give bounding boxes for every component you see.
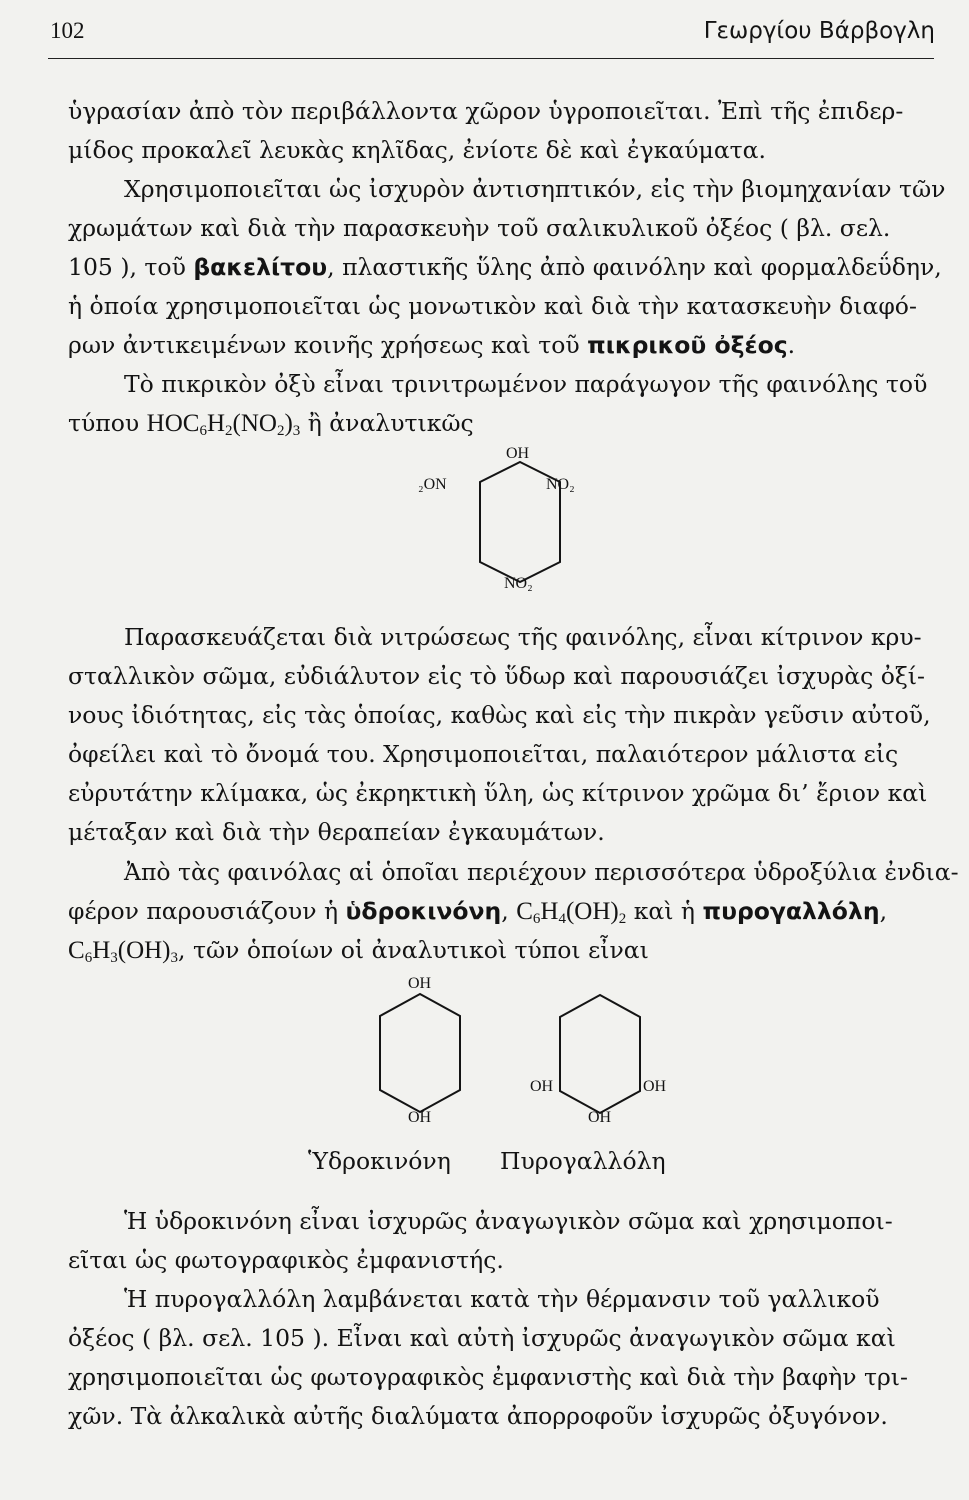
text-span: φέρον παρουσιάζουν ἡ [68,897,346,925]
text-line: νους ἰδιότητας, εἰς τὰς ὁποίας, καθὼς καὶ εἰς τὴν πικρὰν γεῦσιν αὐτοῦ, [68,701,931,729]
benzene-ring [380,994,460,1112]
text-span: ἢ ἀναλυτικῶς [300,409,474,437]
text-span: τύπου [68,409,147,437]
picric-acid-structure [400,440,640,600]
paragraph-5 [68,853,959,970]
text-line [68,248,942,287]
page-header [50,18,935,58]
bold-term-bakelite: βακελίτου [193,253,328,281]
oh-label: OH [506,445,530,462]
nitro-bottom-label: NO₂ [504,575,533,592]
text-line [68,326,938,365]
text-line: εῖται ὡς φωτογραφικὸς ἐμφανιστής. [68,1246,504,1274]
text-line: ὀφείλει καὶ τὸ ὄνομά του. Χρησιμοποιεῖται, παλαιότερον μάλιστα εἰς [68,740,899,768]
hydroquinone-formula: $C_6H_4(OH)_2$ [516,898,627,927]
paragraph-6 [68,1202,938,1280]
oh-right-label: OH [643,1078,667,1095]
paragraph-4 [68,618,938,852]
benzene-ring [560,995,640,1113]
text-span: , [501,897,517,925]
pyrogallol-caption: Πυρογαλλόλη [500,1147,666,1175]
text-line: ἡ ὁποία χρησιμοποιεῖται ὡς μονωτικὸν καὶ διὰ τὴν κατασκευὴν διαφό- [68,292,917,320]
text-line: εὐρυτάτην κλίμακα, ὡς ἐκρηκτικὴ ὕλη, ὡς κίτρινον χρῶμα δι’ ἔριον καὶ [68,779,928,807]
text-line: Ἡ ὑδροκινόνη εἶναι ἰσχυρῶς ἀναγωγικὸν σῶμα καὶ χρησιμοποι- [124,1207,893,1235]
text-line: Τὸ πικρικὸν ὀξὺ εἶναι τρινιτρωμένον παράγωγον τῆς φαινόλης τοῦ [124,370,928,398]
text-line [68,931,938,970]
paragraph-2 [68,170,946,365]
text-line: χρωμάτων καὶ διὰ τὴν παρασκευὴν τοῦ σαλικυλικοῦ ὀξέος ( βλ. σελ. [68,214,891,242]
pyrogallol-formula: $C_6H_3(OH)_3$ [68,937,179,966]
pyrogallol-structure [520,985,720,1130]
text-line: σταλλικὸν σῶμα, εὐδιάλυτον εἰς τὸ ὕδωρ καὶ παρουσιάζει ἰσχυρὰς ὀξί- [68,662,925,690]
bold-term-hydroquinone: ὑδροκινόνη [345,897,502,925]
nitro-right-label: NO₂ [546,476,575,493]
hydroquinone-caption: Ὑδροκινόνη [308,1147,451,1175]
paragraph-7 [68,1280,938,1436]
text-line [68,404,938,443]
text-line [68,892,938,931]
hydroquinone-structure [350,970,490,1130]
text-line: ὀξέος ( βλ. σελ. 105 ). Εἶναι καὶ αὐτὴ ἰσχυρῶς ἀναγωγικὸν σῶμα καὶ [68,1324,896,1352]
oh-bottom-label: OH [408,1109,432,1126]
oh-left-label: OH [530,1078,554,1095]
text-line: Χρησιμοποιεῖται ὡς ἰσχυρὸν ἀντισηπτικόν, εἰς τὴν βιομηχανίαν τῶν [124,175,946,203]
text-span: , [879,897,888,925]
page-number: 102 [50,18,85,43]
text-span: . [787,331,796,359]
paragraph-3 [68,365,938,443]
header-rule [48,58,934,59]
text-line: Ἀπὸ τὰς φαινόλας αἱ ὁποῖαι περιέχουν περισσότερα ὑδροξύλια ἐνδια- [124,858,959,886]
bold-term-pyrogallol: πυρογαλλόλη [702,897,880,925]
oh-top-label: OH [408,975,432,992]
text-line: ὑγρασίαν ἀπὸ τὸν περιβάλλοντα χῶρον ὑγροποιεῖται. Ἐπὶ τῆς ἐπιδερ- [68,97,904,125]
text-line: μέταξαν καὶ διὰ τὴν θεραπείαν ἐγκαυμάτων. [68,818,605,846]
paragraph-1 [68,92,938,170]
text-line: Παρασκευάζεται διὰ νιτρώσεως τῆς φαινόλης, εἶναι κίτρινον κρυ- [124,623,922,651]
text-span: ρων ἀντικειμένων κοινῆς χρήσεως καὶ τοῦ [68,331,588,359]
text-span: , τῶν ὁποίων οἱ ἀναλυτικοὶ τύποι εἶναι [178,936,649,964]
picric-acid-formula: $HOC_6H_2(NO_2)_3$ [146,410,301,439]
text-span: , πλαστικῆς ὕλης ἀπὸ φαινόλην καὶ φορμαλδεΰδην, [327,253,942,281]
nitro-left-label: ₂ON [418,476,447,493]
bold-term-picric-acid: πικρικοῦ ὀξέος [587,331,788,359]
oh-bottom-label: OH [588,1109,612,1126]
text-span: 105 ), τοῦ [68,253,194,281]
text-line: χρησιμοποιεῖται ὡς φωτογραφικὸς ἐμφανιστὴς καὶ διὰ τὴν βαφὴν τρι- [68,1363,908,1391]
text-line: Ἡ πυρογαλλόλη λαμβάνεται κατὰ τὴν θέρμανσιν τοῦ γαλλικοῦ [124,1285,880,1313]
text-span: καὶ ἡ [626,897,703,925]
text-line: χῶν. Τὰ ἀλκαλικὰ αὐτῆς διαλύματα ἀπορροφοῦν ἰσχυρῶς ὀξυγόνον. [68,1402,888,1430]
text-line: μίδος προκαλεῖ λευκὰς κηλῖδας, ἐνίοτε δὲ καὶ ἐγκαύματα. [68,136,767,164]
running-head: Γεωργίου Βάρβογλη [703,18,935,44]
